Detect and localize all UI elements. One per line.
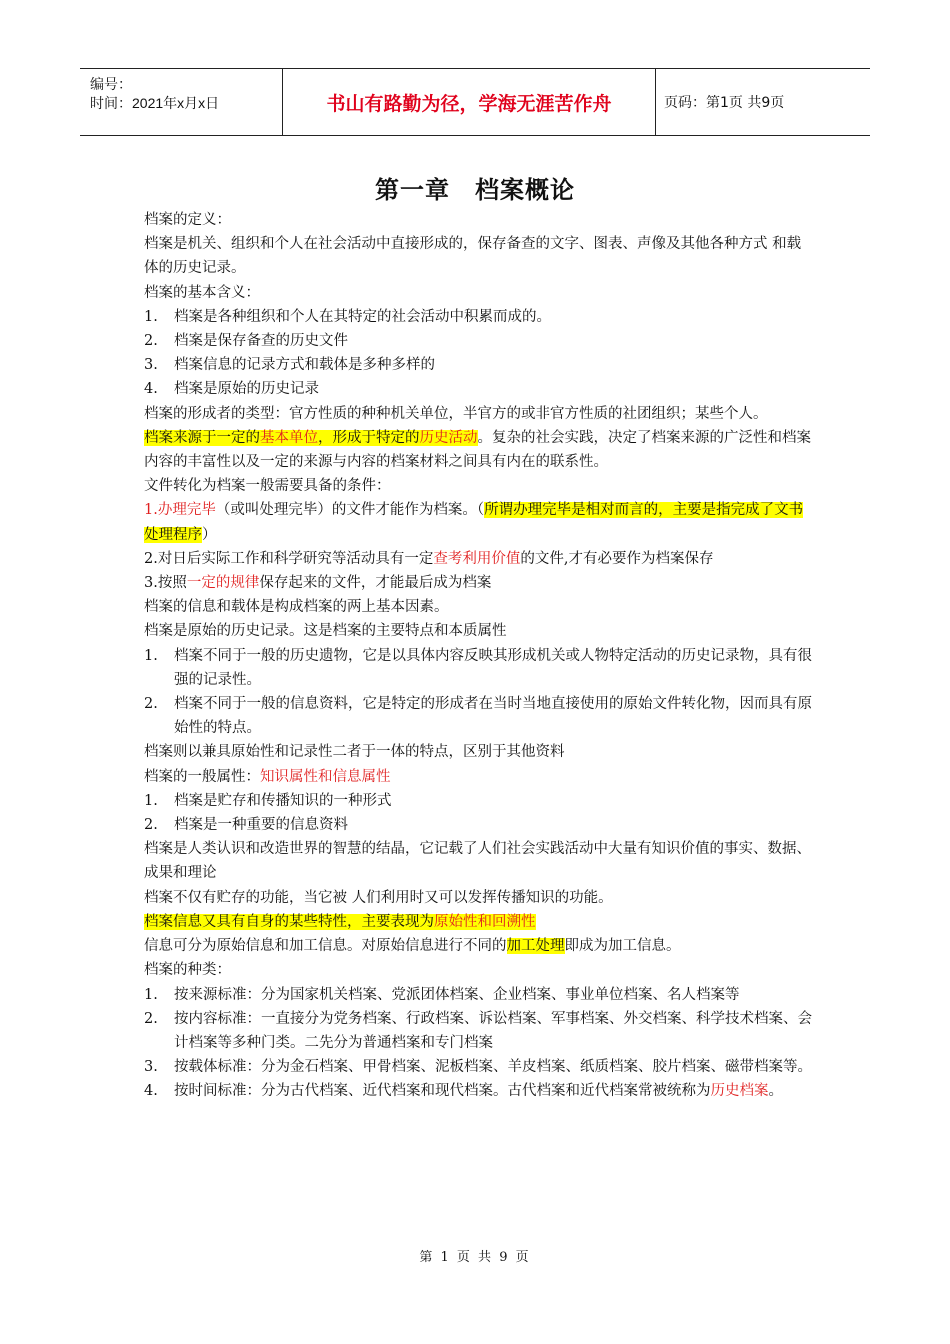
basic-meaning-heading: 档案的基本含义： — [144, 284, 260, 301]
header-page-info: 页码：第1页 共9页 — [664, 95, 785, 111]
function-text: 档案不仅有贮存的功能，当它被 人们利用时又可以发挥传播知识的功能。 — [144, 889, 613, 906]
document-body — [144, 208, 814, 1104]
list-item: 3. 档案信息的记录方式和载体是多种多样的 — [144, 357, 435, 374]
highlight-text: ，形成于特定的 — [318, 429, 420, 446]
list-item: 4. 档案是原始的历史记录 — [144, 381, 319, 398]
info-feature-text — [144, 910, 814, 934]
highlight-text: 档案信息又具有自身的某些特性，主要表现为 — [144, 913, 434, 930]
wisdom-text: 档案是人类认识和改造世界的智慧的结晶，它记载了人们社会实践活动中大量有知识价值的事实、数据、成果和理论 — [144, 841, 811, 882]
list-item: 2. 档案是一种重要的信息资料 — [144, 817, 348, 834]
header-meta — [80, 69, 282, 135]
conditions-heading: 文件转化为档案一般需要具备的条件： — [144, 478, 391, 495]
list-item: 3. 按载体标准：分为金石档案、甲骨档案、泥板档案、羊皮档案、纸质档案、胶片档案、磁带档案等。 — [144, 1059, 812, 1076]
list-item: 4. 按时间标准：分为古代档案、近代档案和现代档案。古代档案和近代档案常被统称为历史档案。 — [144, 1083, 783, 1100]
list-item: 1. 档案不同于一般的历史遗物，它是以具体内容反映其形成机关或人物特定活动的历史记录物，具有很强的记录性。 — [144, 647, 812, 688]
doc-date-label: 时间：2021年x月x日 — [90, 95, 220, 111]
definition-text: 档案是机关、组织和个人在社会活动中直接形成的，保存备查的文字、图表、声像及其他各种方式 和载体的历史记录。 — [144, 236, 802, 277]
list-item: 2. 档案是保存备查的历史文件 — [144, 333, 348, 350]
processing-text: 信息可分为原始信息和加工信息。对原始信息进行不同的加工处理即成为加工信息。 — [144, 938, 681, 955]
attributes-text: 档案的一般属性：知识属性和信息属性 — [144, 768, 391, 785]
list-item: 2. 档案不同于一般的信息资料，它是特定的形成者在当时当地直接使用的原始文件转化物，因而具有原始性的特点。 — [144, 696, 812, 737]
header-motto: 书山有路勤为径，学海无涯苦作舟 — [282, 69, 656, 135]
former-types: 档案的形成者的类型：官方性质的种种机关单位，半官方的或非官方性质的社团组织；某些个人。 — [144, 405, 768, 422]
page-header — [80, 68, 870, 136]
source-paragraph: 档案来源于一定的基本单位，形成于特定的历史活动。复杂的社会实践，决定了档案来源的广泛性和档案内容的丰富性以及一定的来源与内容的档案材料之间具有内在的联系性。 — [144, 429, 811, 471]
page-footer: 第 1 页 共 9 页 — [419, 1250, 531, 1265]
highlight-text: 历史活动 — [419, 429, 478, 446]
both-features-text: 档案则以兼具原始性和记录性二者于一体的特点，区别于其他资料 — [144, 744, 565, 761]
highlight-text: 所谓办理完毕是相对而言的，主要是指完成了文书处理程序 — [144, 502, 804, 543]
highlight-text: 原始性和回溯性 — [434, 913, 536, 930]
chapter-title: 第一章 档案概论 — [375, 176, 575, 204]
highlight-text: 加工处理 — [506, 938, 565, 955]
elements-text: 档案的信息和载体是构成档案的两上基本因素。 — [144, 599, 449, 616]
list-item: 1. 档案是贮存和传播知识的一种形式 — [144, 792, 392, 809]
condition-2: 2.对日后实际工作和科学研究等活动具有一定查考利用价值的文件,才有必要作为档案保存 — [144, 550, 714, 567]
highlight-text: 基本单位 — [260, 429, 318, 446]
kinds-heading: 档案的种类： — [144, 962, 231, 979]
condition-3: 3.按照一定的规律保存起来的文件，才能最后成为档案 — [144, 575, 492, 592]
list-item: 1. 按来源标准：分为国家机关档案、党派团体档案、企业档案、事业单位档案、名人档案等 — [144, 986, 740, 1003]
list-item: 2. 按内容标准：一直接分为党务档案、行政档案、诉讼档案、军事档案、外交档案、科学技术档案、会计档案等多种门类。二先分为普通档案和专门档案 — [144, 1010, 812, 1051]
doc-number-label: 编号： — [90, 76, 132, 92]
list-item: 1. 档案是各种组织和个人在其特定的社会活动中积累而成的。 — [144, 308, 551, 325]
highlight-text: 档案来源于一定的 — [144, 429, 260, 446]
definition-heading: 档案的定义： — [144, 212, 231, 228]
condition-1: 1.办理完毕（或叫处理完毕）的文件才能作为档案。（所谓办理完毕是相对而言的，主要是指完成了文书处理程序） — [144, 502, 804, 543]
feature-heading: 档案是原始的历史记录。这是档案的主要特点和本质属性 — [144, 623, 507, 640]
